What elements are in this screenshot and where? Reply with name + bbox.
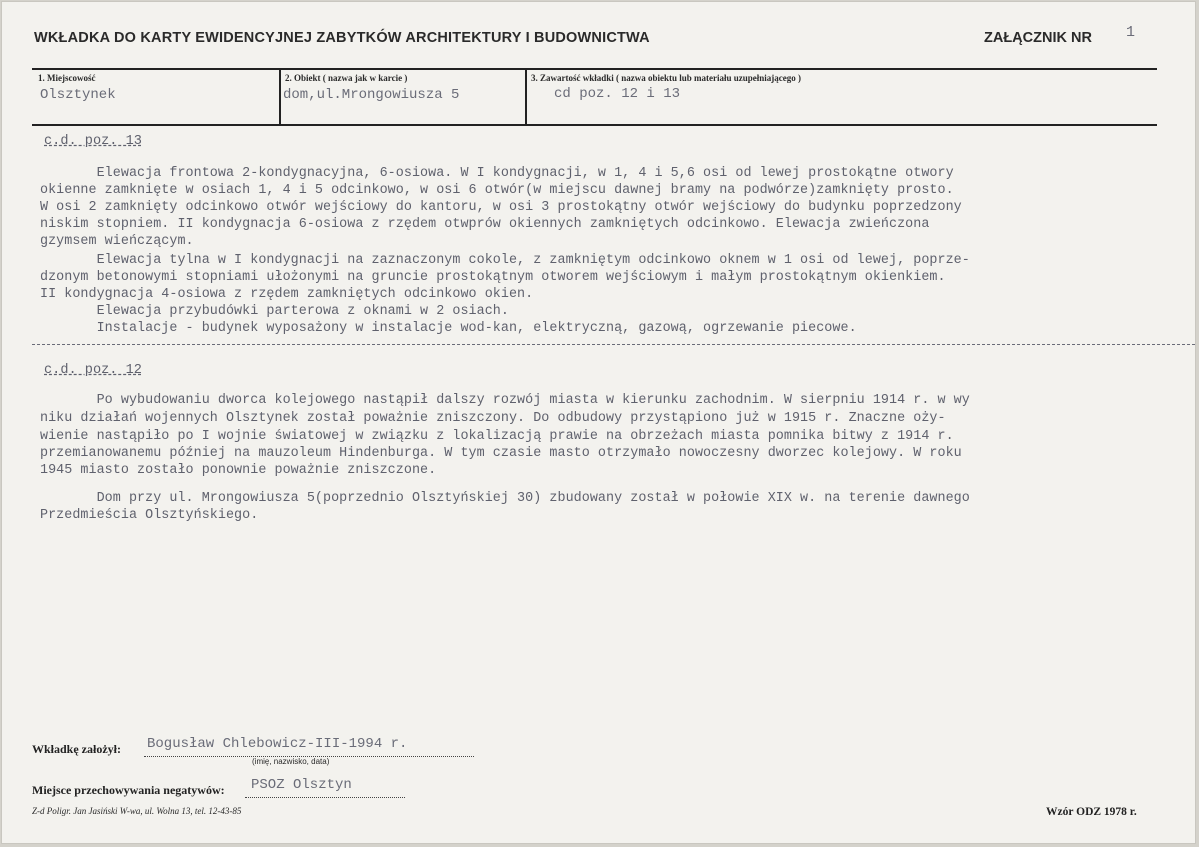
field-divider-1 (279, 68, 281, 125)
attachment-label: ZAŁĄCZNIK NR (984, 30, 1092, 46)
contents-label: 3. Zawartość wkładki ( nazwa obiektu lub materiału uzupełniającego ) (531, 73, 802, 83)
section13-line: Instalacje - budynek wyposażony w instalacje wod-kan, elektryczną, gazową, ogrzewanie piecowe. (40, 321, 857, 336)
section13-line: Elewacja frontowa 2-kondygnacyjna, 6-osiowa. W I kondygnacji, w 1, 4 i 5,6 osi od lewej prostokątne otwory (40, 166, 954, 181)
section13-line: Elewacja tylna w I kondygnacji na zaznaczonym cokole, z zamkniętym odcinkowo oknem w 1 osi od lewej, poprze- (40, 253, 970, 268)
locality-value: Olsztynek (40, 87, 116, 103)
author-label: Wkładkę założył: (32, 742, 121, 756)
section12-line: 1945 miasto zostało ponownie poważnie zniszczone. (40, 463, 437, 478)
section13-line: gzymsem wieńczącym. (40, 234, 194, 249)
section13-line: okienne zamknięte w osiach 1, 4 i 5 odcinkowo, w osi 6 otwór(w miejscu dawnej bramy na podwórze)zamknięty prosto. (40, 183, 954, 198)
storage-value: PSOZ Olsztyn (251, 777, 352, 793)
section12-line: Przedmieścia Olsztyńskiego. (40, 508, 259, 523)
section12-line: Dom przy ul. Mrongowiusza 5(poprzednio Olsztyńskiej 30) zbudowany został w połowie XIX w. na terenie dawnego (40, 491, 970, 506)
section12-line: wienie nastąpiło po I wojnie światowej w związku z lokalizacją prawie na obrzeżach miasta pomnika bitwy z 1914 r. (40, 429, 954, 444)
section12-line: przemianowanemu później na mauzoleum Hindenburga. W tym czasie masto otrzymało nowoczesny dworzec kolejowy. W roku (40, 446, 962, 461)
section13-heading: c.d. poz. 13 (44, 134, 142, 149)
author-value: Bogusław Chlebowicz-III-1994 r. (147, 736, 408, 752)
object-label: 2. Obiekt ( nazwa jak w karcie ) (285, 73, 408, 83)
record-card (2, 2, 1195, 843)
section-separator (32, 344, 1195, 345)
section13-line: niskim stopniem. II kondygnacja 6-osiowa z rzędem otwprów okiennych zamkniętych odcinkowo. Elewacja zwieńczona (40, 217, 930, 232)
form-title: WKŁADKA DO KARTY EWIDENCYJNEJ ZABYTKÓW ARCHITEKTURY I BUDOWNICTWA (34, 30, 650, 46)
section13-line: Elewacja przybudówki parterowa z oknami w 2 osiach. (40, 304, 509, 319)
storage-label: Miejsce przechowywania negatywów: (32, 783, 225, 797)
header-rule-bottom (32, 124, 1157, 126)
section12-line: Po wybudowaniu dworca kolejowego nastąpił dalszy rozwój miasta w kierunku zachodnim. W sierpniu 1914 r. w wy (40, 393, 970, 408)
form-model: Wzór ODZ 1978 r. (1046, 806, 1137, 818)
attachment-number: 1 (1126, 24, 1136, 41)
object-value: dom,ul.Mrongowiusza 5 (283, 87, 460, 103)
storage-dotted-line (245, 797, 405, 798)
contents-value: cd poz. 12 i 13 (554, 86, 681, 102)
author-sublabel: (imię, nazwisko, data) (252, 757, 330, 766)
locality-label: 1. Miejscowość (38, 73, 96, 83)
field-divider-2 (525, 68, 527, 125)
section13-line: dzonym betonowymi stopniami ułożonymi na gruncie prostokątnym otworem wejściowym i małym prostokątnym okienkiem. (40, 270, 946, 285)
section13-line: II kondygnacja 4-osiowa z rzędem zamkniętych odcinkowo okien. (40, 287, 534, 302)
printer-info: Z-d Poligr. Jan Jasiński W-wa, ul. Wolna 13, tel. 12-43-85 (32, 806, 242, 816)
section12-line: niku działań wojennych Olsztynek został poważnie zniszczony. Do odbudowy przystąpiono już w 1915 r. Znaczne oży- (40, 411, 946, 426)
section13-line: W osi 2 zamknięty odcinkowo otwór wejściowy do kantoru, w osi 3 prostokątny otwór wejściowy do budynku poprzedzony (40, 200, 962, 215)
section12-heading: c.d. poz. 12 (44, 363, 142, 378)
header-rule-top (32, 68, 1157, 70)
